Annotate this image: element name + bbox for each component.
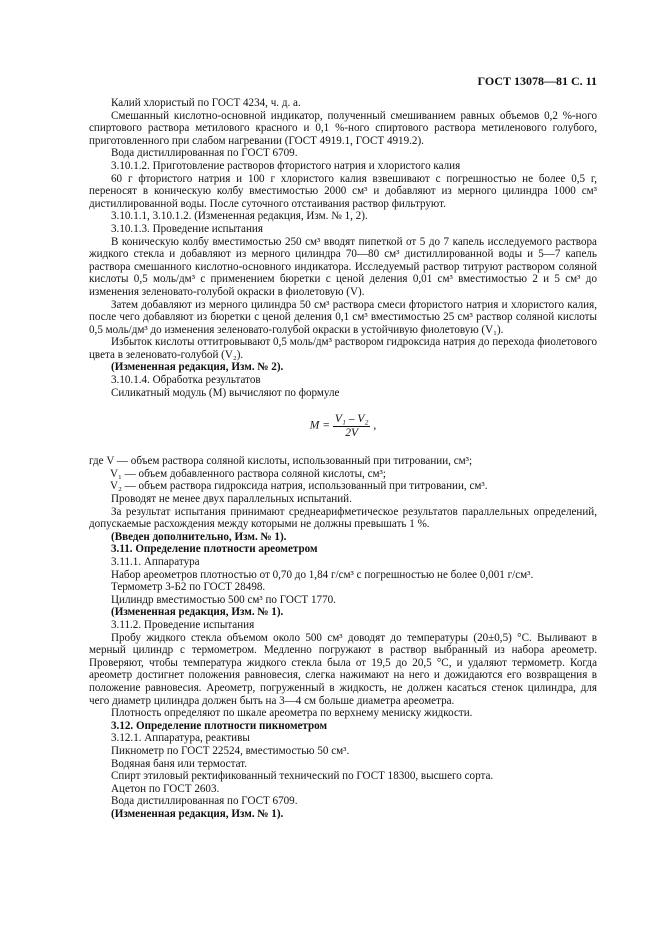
paragraph: 3.11.1. Аппаратура (111, 556, 200, 568)
paragraph: Пробу жидкого стекла объемом около 500 см³ доводят до температуры (20±0,5) °С. Выливают в мерный цилиндр с термометром. Медленно погружают в раствор выбранный из набора ареометр. Проверяют, чтобы температура жидкого стекла была от 19,5 до 20,5 °С, и удаляют термометр. Когда ареометр достигнет положения равновесия, слегка нажимают на него и дожидаются его возвращения в положение равновесия. Ареометр, погруженный в жидкость, не должен касаться стенок цилиндра, для чего диаметр цилиндра должен быть на 3—4 см больше диаметра ареометра. (89, 631, 597, 707)
paragraph: 60 г фтористого натрия и 100 г хлористого калия взвешивают с погрешностью не более 0,5 г, переносят в коническую колбу вместимостью 2000 см³ и добавляют из мерного цилиндра 1000 см³ дистиллированной воды. После суточного отстаивания раствор фильтруют. (89, 172, 597, 210)
paragraph: 3.12. Определение плотности пикнометром (111, 719, 328, 732)
page-header: ГОСТ 13078—81 С. 11 (477, 74, 597, 88)
paragraph: В коническую колбу вместимостью 250 см³ вводят пипеткой от 5 до 7 капель исследуемого раствора жидкого стекла и добавляют из мерного цилиндра 70—80 см³ дистиллированной воды и 5—7 капель раствора смешанного кислотно-основного индикатора. Исследуемый раствор титруют раствором соляной кислоты 0,5 моль/дм³ с применением бюретки с ценой деления 0,01 см³ вместимостью 2 и 5 см³ до изменения зеленовато-голубой окраски в фиолетовую (V). (89, 235, 597, 298)
formula-tail: , (373, 419, 377, 432)
paragraph: Плотность определяют по шкале ареометра по верхнему мениску жидкости. (111, 707, 473, 720)
paragraph: Пикнометр по ГОСТ 22524, вместимостью 50 см³. (111, 744, 350, 757)
paragraph: 3.11. Определение плотности ареометром (111, 543, 318, 556)
paragraph: Вода дистиллированная по ГОСТ 6709. (111, 147, 298, 160)
legend-item: V₁ — объем добавленного раствора соляной кислоты, см³; (110, 467, 386, 480)
paragraph: 3.10.1.3. Проведение испытания (111, 222, 263, 235)
paragraph: 3.12.1. Аппаратура, реактивы (111, 732, 250, 745)
paragraph: Затем добавляют из мерного цилиндра 50 см³ раствора смеси фтористого натрия и хлористого калия, после чего добавляют из бюретки с ценой деления 0,1 см³ вместимостью 25 см³ раствор соляной кислоты 0,5 моль/дм³ до изменения зеленовато-голубой окраски в устойчивую фиолетовую (V₁). (89, 298, 597, 336)
legend-item: V₂ — объем раствора гидроксида натрия, использованный при титровании, см³. (110, 480, 488, 493)
formula-numerator: V₁ – V₂ (334, 413, 369, 426)
paragraph: (Измененная редакция, Изм. № 1). (111, 606, 284, 619)
paragraph: Вода дистиллированная по ГОСТ 6709. (111, 795, 298, 808)
formula-lhs: M = (309, 419, 331, 432)
formula-denominator: 2V (345, 426, 359, 439)
paragraph: Цилиндр вместимостью 500 см³ по ГОСТ 1770. (111, 593, 336, 606)
paragraph: Калий хлористый по ГОСТ 4234, ч. д. а. (111, 97, 301, 109)
paragraph: (Введен дополнительно, Изм. № 1). (111, 530, 287, 543)
document-body (89, 97, 597, 820)
paragraph: Смешанный кислотно-основной индикатор, полученный смешиванием равных объемов 0,2 %-ного спиртового раствора метилового красного и 0,1 %-ного спиртового раствора метиленового голубого, приготовленного при слабом нагревании (ГОСТ 4919.1, ГОСТ 4919.2). (89, 109, 597, 147)
paragraph: Ацетон по ГОСТ 2603. (111, 782, 220, 795)
section-lower (89, 493, 597, 820)
formula (89, 413, 597, 445)
paragraph: (Измененная редакция, Изм. № 1). (111, 807, 284, 820)
section-upper (89, 97, 597, 399)
paragraph: (Измененная редакция, Изм. № 2). (111, 361, 284, 374)
paragraph: 3.10.1.4. Обработка результатов (111, 374, 261, 387)
paragraph: 3.10.1.2. Приготовление растворов фтористого натрия и хлористого калия (111, 159, 461, 172)
paragraph: Силикатный модуль (M) вычисляют по формуле (111, 386, 340, 399)
paragraph: 3.10.1.1, 3.10.1.2. (Измененная редакция, Изм. № 1, 2). (111, 210, 368, 223)
paragraph: Водяная баня или термостат. (111, 757, 248, 770)
formula-fraction (333, 413, 371, 439)
paragraph: 3.11.2. Проведение испытания (111, 618, 255, 631)
paragraph: Набор ареометров плотностью от 0,70 до 1,84 г/см³ с погрешностью не более 0,001 г/см³. (111, 568, 534, 581)
paragraph: За результат испытания принимают среднеарифметическое результатов параллельных определений, допускаемые расхождения между которыми не должны превышать 1 %. (89, 505, 597, 531)
paragraph: Избыток кислоты оттитровывают 0,5 моль/дм³ раствором гидроксида натрия до перехода фиолетового цвета в зеленовато-голубой (V₂). (89, 336, 597, 361)
paragraph: Спирт этиловый ректификованный технический по ГОСТ 18300, высшего сорта. (111, 770, 494, 783)
legend-item: где V — объем раствора соляной кислоты, использованный при титровании, см³; (89, 455, 473, 468)
formula-legend (89, 455, 597, 493)
paragraph: Проводят не менее двух параллельных испытаний. (111, 493, 352, 506)
paragraph: Термометр 3-Б2 по ГОСТ 28498. (111, 581, 266, 594)
